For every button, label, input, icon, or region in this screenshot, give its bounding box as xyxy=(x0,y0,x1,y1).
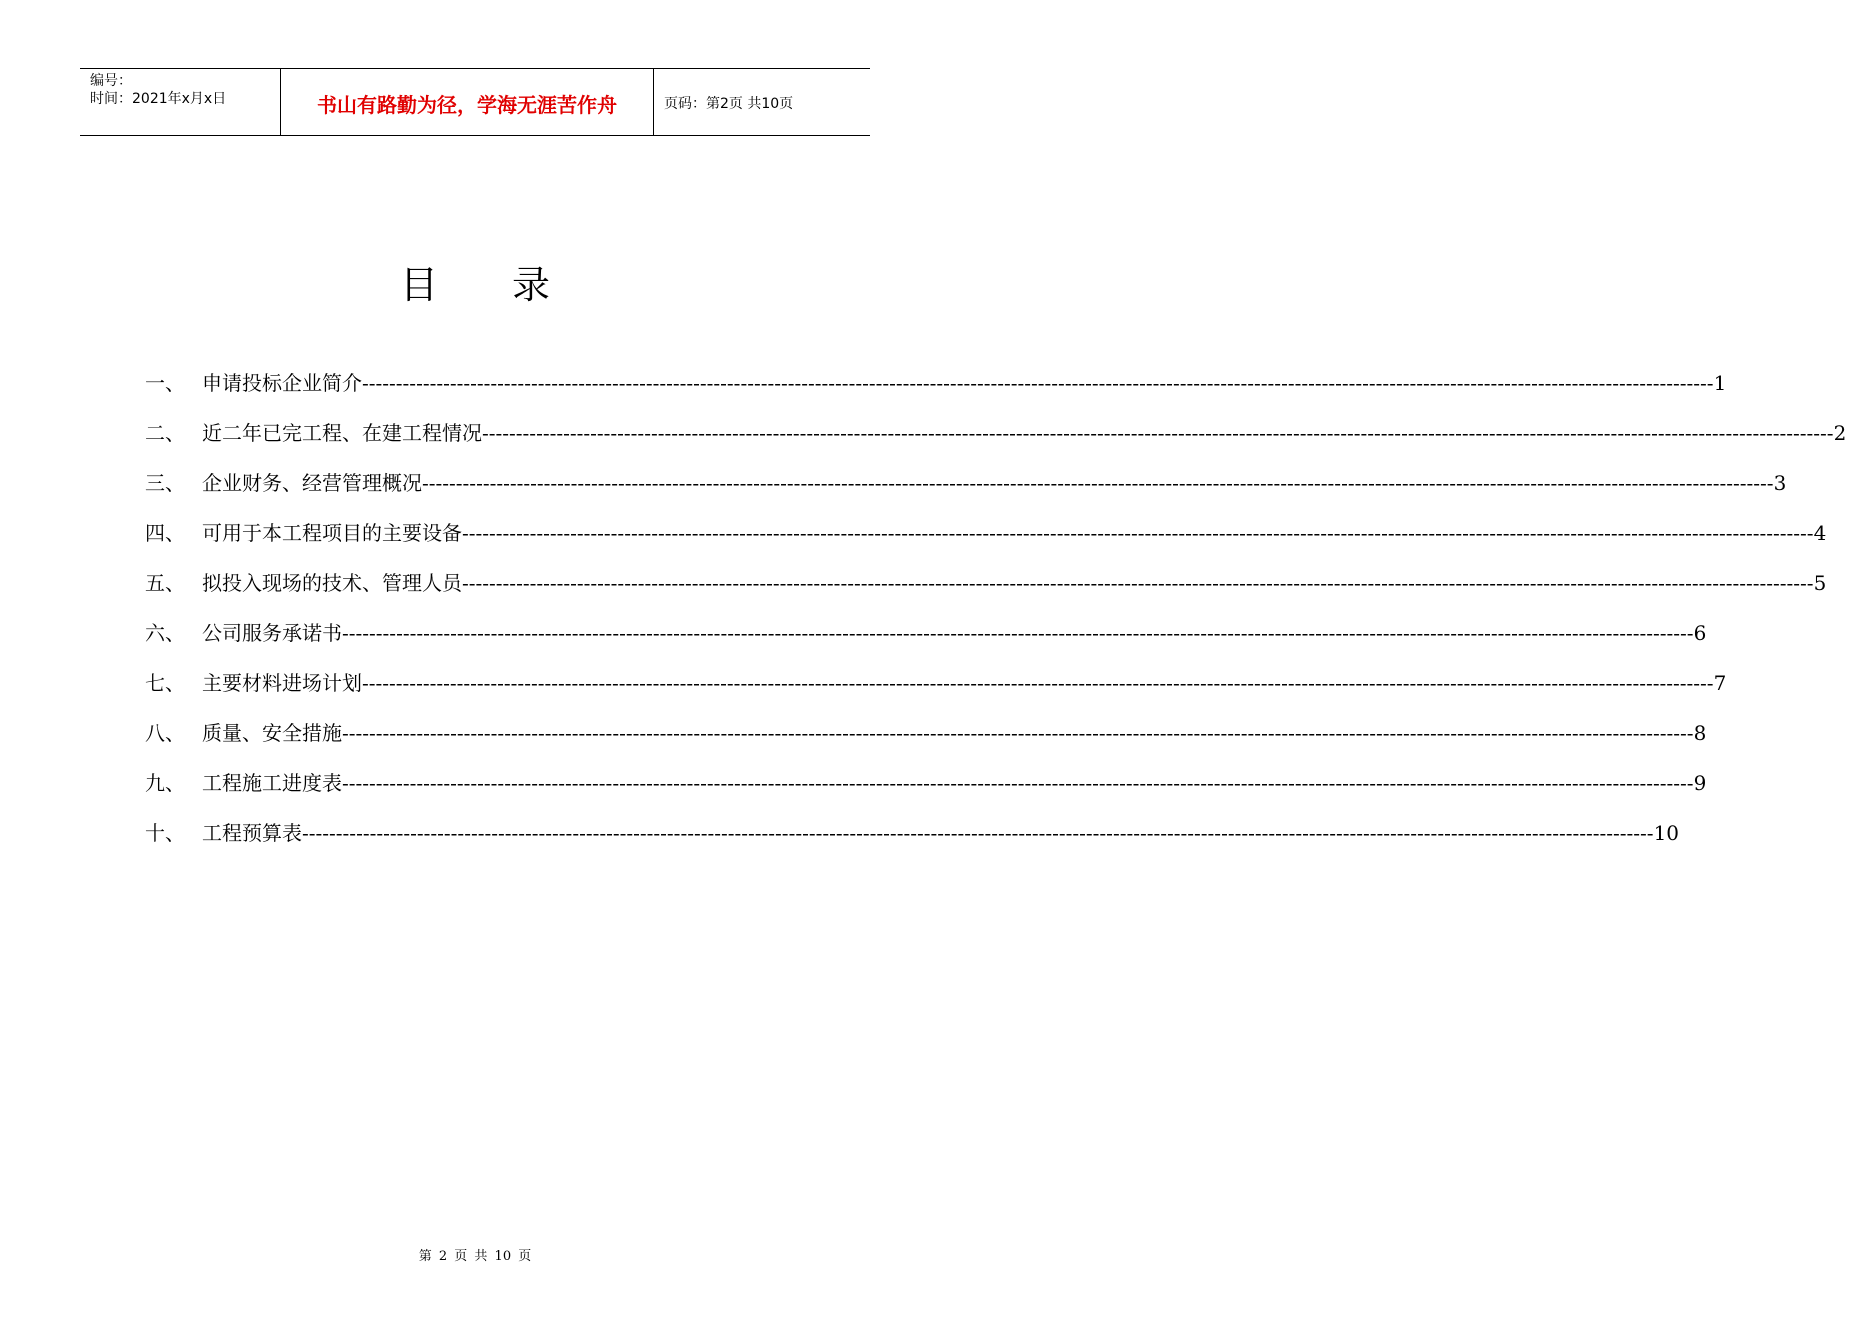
toc-item[interactable] xyxy=(145,418,1847,468)
toc-item-title: 质量、安全措施 xyxy=(202,721,342,745)
toc-item-leader: -------------------------------------------------------------------------------------------------------------------------------------------------------------------------------------------------------- xyxy=(342,721,1694,745)
toc-item-number: 一、 xyxy=(145,371,185,395)
toc-item-page: 8 xyxy=(1693,721,1707,745)
toc-item-title: 工程预算表 xyxy=(202,821,302,845)
header-meta xyxy=(80,69,281,135)
toc-item-title: 公司服务承诺书 xyxy=(202,621,342,645)
toc-item[interactable] xyxy=(145,568,1827,618)
toc-item-number: 八、 xyxy=(145,721,185,745)
toc-item-number: 四、 xyxy=(145,521,185,545)
toc-item-page: 2 xyxy=(1833,421,1847,445)
toc-item-leader: -------------------------------------------------------------------------------------------------------------------------------------------------------------------------------------------------------- xyxy=(362,371,1714,395)
document-time-label: 时间：2021年x月x日 xyxy=(90,91,227,107)
toc-item[interactable] xyxy=(145,368,1727,418)
toc-item-number: 十、 xyxy=(145,821,185,845)
toc-item-leader: -------------------------------------------------------------------------------------------------------------------------------------------------------------------------------------------------------- xyxy=(362,671,1714,695)
toc-item-page: 9 xyxy=(1693,771,1707,795)
toc-item-number: 二、 xyxy=(145,421,185,445)
toc-item-number: 三、 xyxy=(145,471,185,495)
page-footer: 第 2 页 共 10 页 xyxy=(418,1249,532,1264)
toc-item-number: 九、 xyxy=(145,771,185,795)
toc-item-leader: -------------------------------------------------------------------------------------------------------------------------------------------------------------------------------------------------------- xyxy=(462,521,1814,545)
toc-item[interactable] xyxy=(145,618,1707,668)
toc-item-leader: -------------------------------------------------------------------------------------------------------------------------------------------------------------------------------------------------------- xyxy=(302,821,1654,845)
toc-list xyxy=(145,368,1847,868)
toc-item-page: 3 xyxy=(1773,471,1787,495)
toc-item-leader: -------------------------------------------------------------------------------------------------------------------------------------------------------------------------------------------------------- xyxy=(422,471,1774,495)
toc-title: 目录 xyxy=(399,263,624,307)
toc-item-number: 五、 xyxy=(145,571,185,595)
toc-item-number: 七、 xyxy=(145,671,185,695)
toc-item[interactable] xyxy=(145,718,1707,768)
toc-item-page: 1 xyxy=(1713,371,1727,395)
toc-item[interactable] xyxy=(145,468,1787,518)
document-number-label: 编号： xyxy=(90,73,132,89)
toc-item-page: 7 xyxy=(1713,671,1727,695)
toc-item[interactable] xyxy=(145,518,1827,568)
toc-item-leader: -------------------------------------------------------------------------------------------------------------------------------------------------------------------------------------------------------- xyxy=(482,421,1834,445)
toc-item-title: 拟投入现场的技术、管理人员 xyxy=(202,571,462,595)
header-motto: 书山有路勤为径，学海无涯苦作舟 xyxy=(281,69,654,135)
header-page-info: 页码：第2页 共10页 xyxy=(664,96,794,112)
toc-item-leader: -------------------------------------------------------------------------------------------------------------------------------------------------------------------------------------------------------- xyxy=(342,621,1694,645)
toc-item-title: 近二年已完工程、在建工程情况 xyxy=(202,421,482,445)
page-header xyxy=(80,68,870,136)
toc-item-title: 主要材料进场计划 xyxy=(202,671,362,695)
toc-item[interactable] xyxy=(145,768,1707,818)
toc-item-title: 申请投标企业简介 xyxy=(202,371,362,395)
toc-item-page: 5 xyxy=(1813,571,1827,595)
toc-item-title: 企业财务、经营管理概况 xyxy=(202,471,422,495)
toc-item[interactable] xyxy=(145,818,1680,868)
toc-item[interactable] xyxy=(145,668,1727,718)
toc-item-title: 可用于本工程项目的主要设备 xyxy=(202,521,462,545)
toc-item-page: 10 xyxy=(1653,821,1680,845)
toc-item-page: 6 xyxy=(1693,621,1707,645)
toc-item-page: 4 xyxy=(1813,521,1827,545)
toc-item-leader: -------------------------------------------------------------------------------------------------------------------------------------------------------------------------------------------------------- xyxy=(462,571,1814,595)
toc-item-leader: -------------------------------------------------------------------------------------------------------------------------------------------------------------------------------------------------------- xyxy=(342,771,1694,795)
toc-item-number: 六、 xyxy=(145,621,185,645)
toc-item-title: 工程施工进度表 xyxy=(202,771,342,795)
